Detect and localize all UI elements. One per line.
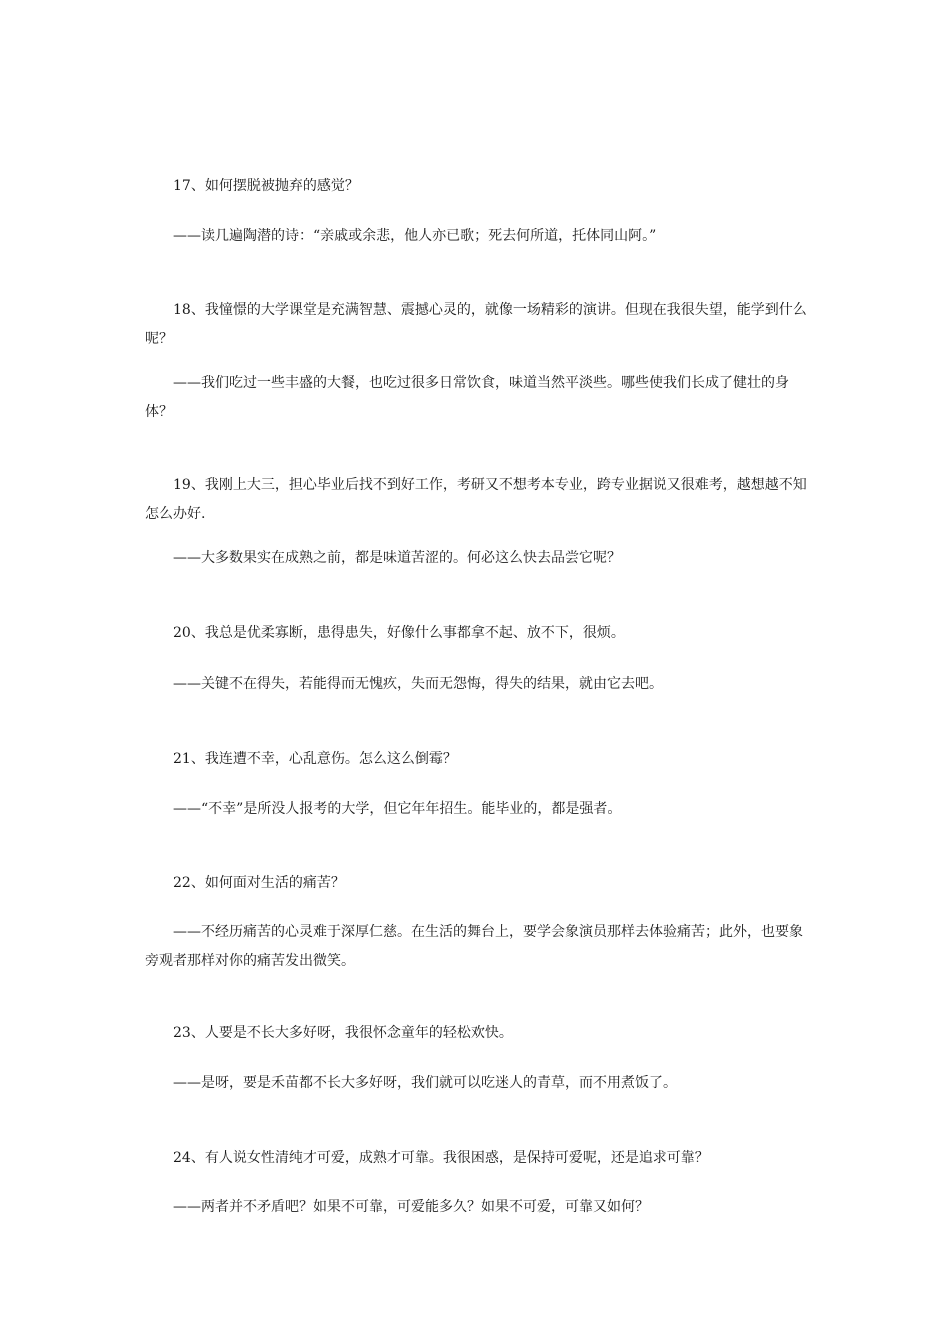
question-21: 21、我连遭不幸，心乱意伤。怎么这么倒霉？	[173, 751, 457, 767]
question-22: 22、如何面对生活的痛苦？	[173, 875, 345, 891]
answer-20: ——关键不在得失，若能得而无愧疚，失而无怨悔，得失的结果，就由它去吧。	[173, 676, 663, 692]
question-19: 19、我刚上大三，担心毕业后找不到好工作，考研又不想考本专业，跨专业据说又很难考，越想越不知怎么办好.	[145, 477, 807, 522]
answer-21: ——“不幸”是所没人报考的大学，但它年年招生。能毕业的，都是强者。	[173, 801, 622, 817]
question-24: 24、有人说女性清纯才可爱，成熟才可靠。我很困惑，是保持可爱呢，还是追求可靠？	[173, 1150, 709, 1166]
answer-22: ——不经历痛苦的心灵难于深厚仁慈。在生活的舞台上，要学会象演员那样去体验痛苦；此外，也要象旁观者那样对你的痛苦发出微笑。	[145, 924, 803, 969]
answer-17: ——读几遍陶潜的诗：“亲戚或余悲，他人亦已歌；死去何所道，托体同山阿。”	[173, 228, 657, 244]
answer-19: ——大多数果实在成熟之前，都是味道苦涩的。何必这么快去品尝它呢？	[173, 550, 621, 566]
question-20: 20、我总是优柔寡断，患得患失，好像什么事都拿不起、放不下，很烦。	[173, 625, 625, 641]
answer-18: ——我们吃过一些丰盛的大餐，也吃过很多日常饮食，味道当然平淡些。哪些使我们长成了健壮的身体？	[145, 375, 789, 420]
question-23: 23、人要是不长大多好呀，我很怀念童年的轻松欢快。	[173, 1025, 513, 1041]
answer-23: ——是呀，要是禾苗都不长大多好呀，我们就可以吃迷人的青草，而不用煮饭了。	[173, 1075, 677, 1091]
question-17: 17、如何摆脱被抛弃的感觉？	[173, 178, 359, 194]
answer-24: ——两者并不矛盾吧？如果不可靠，可爱能多久？如果不可爱，可靠又如何？	[173, 1199, 649, 1215]
question-18: 18、我憧憬的大学课堂是充满智慧、震撼心灵的，就像一场精彩的演讲。但现在我很失望，能学到什么呢？	[145, 302, 807, 347]
